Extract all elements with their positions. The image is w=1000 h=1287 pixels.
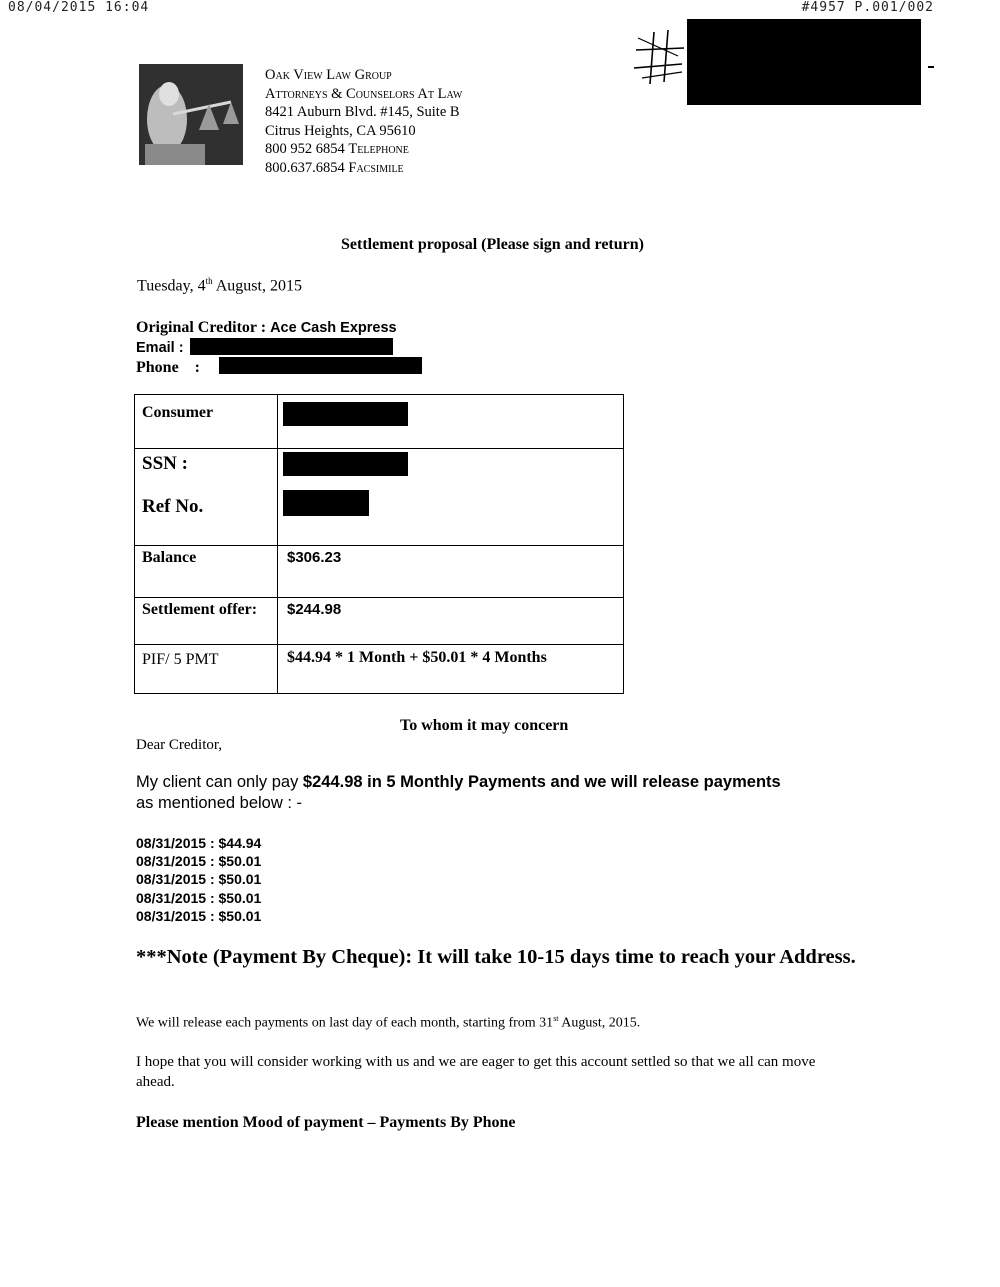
row-border <box>135 644 623 645</box>
speck <box>928 66 934 68</box>
release-rest: August, 2015. <box>558 1015 641 1031</box>
document-title: Settlement proposal (Please sign and return) <box>341 236 644 253</box>
row-border <box>135 448 623 449</box>
fax-datetime: 08/04/2015 16:04 <box>8 0 150 15</box>
phone-label: Phone <box>136 359 179 376</box>
payment-item: 08/31/2015 : $50.01 <box>136 871 262 888</box>
creditor-name: Ace Cash Express <box>270 320 397 336</box>
creditor-line <box>136 318 397 338</box>
salutation: Dear Creditor, <box>136 737 223 753</box>
to-whom-heading: To whom it may concern <box>400 717 569 734</box>
payment-item: 08/31/2015 : $50.01 <box>136 889 262 906</box>
plan-label: PIF/ 5 PMT <box>142 651 219 668</box>
release-paragraph <box>136 1014 640 1032</box>
telephone-line <box>265 140 462 159</box>
facsimile-label: Facsimile <box>348 159 404 176</box>
body-amount: $244.98 in 5 Monthly Payments and we will release payments <box>302 773 781 791</box>
payment-item: 08/31/2015 : $50.01 <box>136 907 262 924</box>
row-border <box>135 597 623 598</box>
balance-value: $306.23 <box>287 549 342 566</box>
hope-paragraph: I hope that you will consider working with us and we are eager to get this account settled so that we all can move ahead. <box>136 1054 816 1090</box>
date-prefix: Tuesday, 4 <box>137 277 206 295</box>
handwritten-hash-mark <box>632 28 688 88</box>
body-part1: My client can only pay <box>136 773 303 791</box>
firm-name: Oak View Law Group <box>265 67 392 83</box>
cheque-note: ***Note (Payment By Cheque): It will take 10-15 days time to reach your Address. <box>136 946 856 968</box>
telephone-number: 800 952 6854 <box>265 141 345 157</box>
fax-page-ref: #4957 P.001/002 <box>801 0 934 15</box>
redaction-ssn <box>283 452 408 476</box>
email-label: Email : <box>136 340 184 356</box>
payment-item: 08/31/2015 : $50.01 <box>136 853 262 870</box>
redaction-top-right <box>687 19 921 105</box>
justice-statue-icon <box>139 64 243 165</box>
firm-logo <box>139 64 243 165</box>
payment-item: 08/31/2015 : $44.94 <box>136 835 262 851</box>
offer-label: Settlement offer: <box>142 601 258 618</box>
release-prefix: We will release each payments on last day of each month, starting from 31 <box>136 1015 554 1031</box>
facsimile-line <box>265 159 462 178</box>
offer-value: $244.98 <box>287 601 342 618</box>
body-paragraph <box>136 772 856 814</box>
creditor-label: Original Creditor : <box>136 319 271 336</box>
payment-schedule <box>136 834 261 925</box>
facsimile-number: 800.637.6854 <box>265 159 345 176</box>
firm-subtitle: Attorneys & Counselors At Law <box>265 85 463 102</box>
phone-colon: : <box>194 359 200 376</box>
ref-label: Ref No. <box>142 496 204 517</box>
redaction-phone <box>219 357 422 374</box>
date-suffix: th <box>205 276 213 286</box>
address-line2: Citrus Heights, CA 95610 <box>265 122 416 139</box>
date-rest: August, 2015 <box>212 277 302 295</box>
redaction-consumer <box>283 402 408 426</box>
settlement-table <box>134 394 624 694</box>
letter-date <box>137 276 302 295</box>
plan-value: $44.94 * 1 Month + $50.01 * 4 Months <box>287 649 547 666</box>
table-divider <box>277 395 278 693</box>
consumer-label: Consumer <box>142 404 214 421</box>
payment-mode-line: Please mention Mood of payment – Payments By Phone <box>136 1114 516 1131</box>
body-part2: as mentioned below : - <box>136 794 303 812</box>
balance-label: Balance <box>142 549 197 566</box>
redaction-email <box>190 338 393 355</box>
row-border <box>135 545 623 546</box>
ssn-label: SSN : <box>142 453 188 474</box>
telephone-label: Telephone <box>348 141 409 157</box>
redaction-ref <box>283 490 369 516</box>
release-suffix: st <box>553 1014 559 1023</box>
address-line1: 8421 Auburn Blvd. #145, Suite B <box>265 104 460 120</box>
letterhead <box>265 66 462 177</box>
